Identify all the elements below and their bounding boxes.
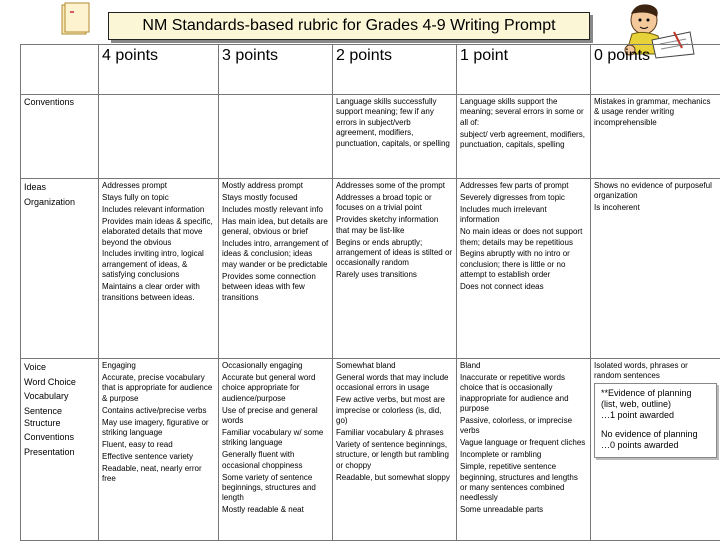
corner-cell — [21, 45, 99, 95]
criteria-line: Simple, repetitive sentence beginning, structures and lengths or many sentences combined needlessly — [460, 462, 587, 504]
column-header: 0 points — [591, 45, 720, 95]
criteria-line: Mostly address prompt — [222, 181, 329, 191]
criteria-line: Addresses a broad topic or focuses on a trivial point — [336, 193, 453, 214]
criteria-line: Passive, colorless, or imprecise verbs — [460, 416, 587, 437]
criteria-line: Rarely uses transitions — [336, 270, 453, 280]
criteria-line: Contains active/precise verbs — [102, 406, 215, 416]
rubric-cell — [457, 95, 591, 179]
rubric-cell — [457, 359, 591, 541]
criteria-line: Readable, neat, nearly error free — [102, 464, 215, 485]
rubric-cell — [333, 359, 457, 541]
criteria-line: Incomplete or rambling — [460, 450, 587, 460]
criteria-line: Bland — [460, 361, 587, 371]
criteria-line: Inaccurate or repetitive words choice that is occasionally inappropriate for audience and purpose — [460, 373, 587, 415]
criteria-line: Language skills support the meaning; several errors in some or all of: — [460, 97, 587, 128]
criteria-line: Addresses prompt — [102, 181, 215, 191]
criteria-line: Includes relevant information — [102, 205, 215, 215]
criteria-line: Includes inviting intro, logical arrangement of ideas, & satisfying conclusions — [102, 249, 215, 280]
criteria-line: Generally fluent with occasional choppiness — [222, 450, 329, 471]
rubric-table — [20, 44, 720, 541]
rubric-cell — [333, 95, 457, 179]
criteria-line: Severely digresses from topic — [460, 193, 587, 203]
criteria-line: Fluent, easy to read — [102, 440, 215, 450]
evidence-line: **Evidence of planning (list, web, outline) — [601, 388, 692, 409]
rubric-cell — [591, 179, 720, 359]
rubric-row-voice-word-choice — [21, 359, 720, 541]
planning-evidence-note — [594, 383, 717, 458]
row-label-line: Organization — [24, 196, 95, 208]
rubric-cell — [591, 359, 720, 541]
rubric-cell — [457, 179, 591, 359]
criteria-line: No main ideas or does not support them; details may be repetitious — [460, 227, 587, 248]
criteria-line: subject/ verb agreement, modifiers, punctuation, capitals, spelling — [460, 130, 587, 151]
criteria-line: Includes mostly relevant info — [222, 205, 329, 215]
rubric-cell — [333, 179, 457, 359]
criteria-line: Shows no evidence of purposeful organization — [594, 181, 717, 202]
rubric-row-ideas-organization — [21, 179, 720, 359]
criteria-line: Mostly readable & neat — [222, 505, 329, 515]
row-label — [21, 359, 99, 541]
criteria-line: Provides some connection between ideas with few transitions — [222, 272, 329, 303]
criteria-line: Some unreadable parts — [460, 505, 587, 515]
rubric-row-conventions — [21, 95, 720, 179]
criteria-line: Is incoherent — [594, 203, 717, 213]
row-label — [21, 179, 99, 359]
criteria-line: Stays fully on topic — [102, 193, 215, 203]
criteria-line: Somewhat bland — [336, 361, 453, 371]
row-label-line: Conventions — [24, 431, 95, 443]
criteria-line: Few active verbs, but most are imprecise or colorless (is, did, go) — [336, 395, 453, 426]
rubric-cell — [219, 359, 333, 541]
row-label-line: Sentence Structure — [24, 405, 95, 429]
criteria-line: Some variety of sentence beginnings, structures and length — [222, 473, 329, 504]
rubric-cell — [591, 95, 720, 179]
criteria-line: Addresses few parts of prompt — [460, 181, 587, 191]
criteria-line: Provides sketchy information that may be list-like — [336, 215, 453, 236]
evidence-award: …1 point awarded — [601, 410, 674, 420]
row-label — [21, 95, 99, 179]
row-label-line: Ideas — [24, 181, 95, 193]
criteria-line: Readable, but somewhat sloppy — [336, 473, 453, 483]
evidence-line: No evidence of planning — [601, 429, 698, 439]
column-header: 1 point — [457, 45, 591, 95]
column-header: 3 points — [219, 45, 333, 95]
criteria-line: Variety of sentence beginnings, structure, or length but rambling or choppy — [336, 440, 453, 471]
criteria-line: Use of precise and general words — [222, 406, 329, 427]
criteria-line: Addresses some of the prompt — [336, 181, 453, 191]
criteria-line: Effective sentence variety — [102, 452, 215, 462]
note-icon — [60, 2, 90, 36]
evidence-award: …0 points awarded — [601, 440, 679, 450]
criteria-line: Vague language or frequent cliches — [460, 438, 587, 448]
criteria-line: Includes intro, arrangement of ideas & conclusion; ideas may wander or be predictable — [222, 239, 329, 270]
criteria-line: Engaging — [102, 361, 215, 371]
criteria-line: General words that may include occasional errors in usage — [336, 373, 453, 394]
criteria-line: Does not connect ideas — [460, 282, 587, 292]
row-label-line: Conventions — [24, 97, 95, 107]
criteria-line: Familiar vocabulary w/ some striking language — [222, 428, 329, 449]
criteria-line: Begins or ends abruptly; arrangement of ideas is stilted or occasionally random — [336, 238, 453, 269]
criteria-line: Occasionally engaging — [222, 361, 329, 371]
rubric-cell — [99, 179, 219, 359]
row-label-line: Presentation — [24, 446, 95, 458]
column-header: 2 points — [333, 45, 457, 95]
criteria-line: Provides main ideas & specific, elaborated details that move beyond the obvious — [102, 217, 215, 248]
column-header: 4 points — [99, 45, 219, 95]
criteria-line: Mistakes in grammar, mechanics & usage render writing incomprehensible — [594, 97, 717, 128]
row-label-line: Word Choice — [24, 376, 95, 388]
criteria-line: Maintains a clear order with transitions between ideas. — [102, 282, 215, 303]
rubric-cell — [99, 359, 219, 541]
criteria-line: Accurate but general word choice appropriate for audience/purpose — [222, 373, 329, 404]
row-label-line: Voice — [24, 361, 95, 373]
rubric-cell — [219, 179, 333, 359]
page-title: NM Standards-based rubric for Grades 4-9 Writing Prompt — [108, 12, 590, 40]
criteria-line: Language skills successfully support meaning; few if any errors in subject/verb agreement, modifiers, punctuation, capitals, or spelling — [336, 97, 453, 149]
criteria-line: May use imagery, figurative or striking language — [102, 418, 215, 439]
rubric-cell — [99, 95, 219, 179]
criteria-line: Has main idea, but details are general, obvious or brief — [222, 217, 329, 238]
criteria-line: Stays mostly focused — [222, 193, 329, 203]
criteria-line: Begins abruptly with no intro or conclusion; there is little or no attempt to establish order — [460, 249, 587, 280]
criteria-line: Includes much irrelevant information — [460, 205, 587, 226]
criteria-line: Familiar vocabulary & phrases — [336, 428, 453, 438]
criteria-line: Accurate, precise vocabulary that is appropriate for audience & purpose — [102, 373, 215, 404]
rubric-cell — [219, 95, 333, 179]
row-label-line: Vocabulary — [24, 390, 95, 402]
criteria-line: Isolated words, phrases or random sentences — [594, 361, 717, 382]
